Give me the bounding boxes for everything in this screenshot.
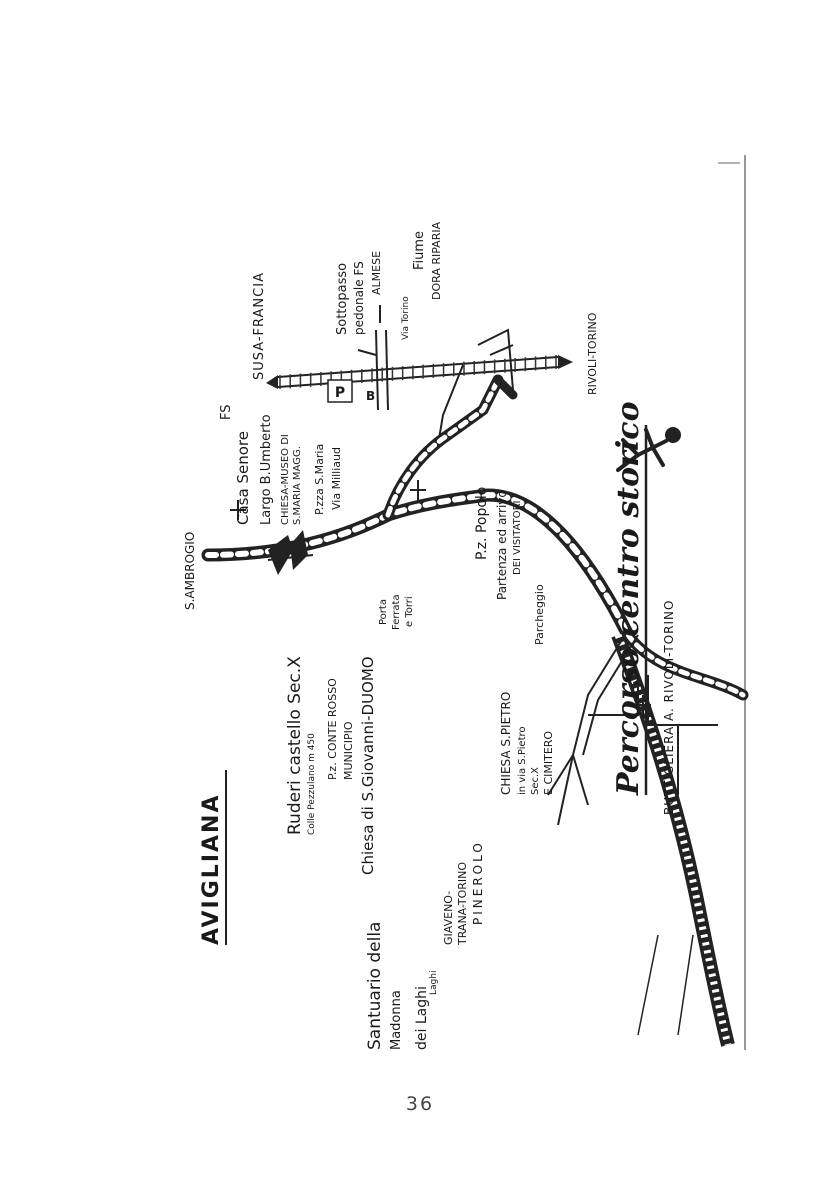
label-s-pietro-3: Sec.X bbox=[530, 766, 541, 795]
label-porta-3: e Torri bbox=[404, 596, 415, 627]
page-number: 36 bbox=[405, 1093, 435, 1115]
label-santuario-2: Madonna bbox=[389, 990, 404, 1050]
label-fiume-2: DORA RIPARIA bbox=[430, 221, 443, 300]
label-laghi-1: dei Laghi bbox=[414, 986, 430, 1050]
label-via-torino: Via Torino bbox=[401, 296, 411, 340]
label-chiesa-museo-2: S.MARIA MAGG. bbox=[292, 446, 303, 525]
railway-line bbox=[266, 355, 573, 389]
label-ruderi-2: Colle Pezzulano m 450 bbox=[307, 733, 317, 835]
label-s-ambrogio: S.AMBROGIO bbox=[183, 531, 197, 610]
label-pz-popolo: P.z. Popolo bbox=[474, 486, 490, 560]
label-laghi-2: Laghi bbox=[429, 970, 439, 995]
label-susa-francia: SUSA-FRANCIA bbox=[252, 272, 267, 380]
castle-ruins-drawing bbox=[268, 530, 313, 575]
label-sottopasso-2: pedonale FS bbox=[352, 261, 366, 335]
map-title: AVIGLIANA bbox=[199, 793, 224, 945]
parking-marker: P bbox=[334, 385, 346, 401]
label-fs: FS bbox=[219, 404, 234, 420]
label-conte-rosso-1: P.z. CONTE ROSSO bbox=[326, 678, 339, 780]
label-s-pietro-4: E CIMITERO bbox=[542, 730, 555, 795]
label-giaveno: GIAVENO- bbox=[442, 890, 455, 945]
label-porta-2: Ferrata bbox=[391, 594, 402, 630]
label-partenza-1: Partenza ed arrivo bbox=[495, 490, 509, 600]
label-parcheggio: Parcheggio bbox=[533, 584, 546, 645]
label-sottopasso-1: Sottopasso bbox=[335, 262, 350, 335]
label-porta-1: Porta bbox=[378, 599, 389, 625]
label-trana: TRANA-TORINO bbox=[456, 861, 469, 945]
label-s-pietro-2: in via S.Pietro bbox=[517, 726, 528, 795]
label-fiume-1: Fiume bbox=[412, 230, 427, 270]
label-via-milliaud: Via Milliaud bbox=[330, 447, 343, 510]
label-s-pietro-1: CHIESA S.PIETRO bbox=[499, 691, 513, 795]
label-chiesa-museo-1: CHIESA-MUSEO DI bbox=[280, 434, 291, 525]
label-largo-umberto: Largo B.Umberto bbox=[259, 414, 274, 525]
label-casa-senore: Casa Senore bbox=[234, 431, 252, 525]
route-title: Percorso centro storico bbox=[611, 401, 646, 795]
label-pza-s-maria: P.zza S.Maria bbox=[313, 443, 326, 515]
bus-marker: B bbox=[366, 389, 376, 403]
label-conte-rosso-2: MUNICIPIO bbox=[342, 721, 355, 780]
label-santuario-1: Santuario della bbox=[365, 921, 385, 1050]
label-author: BUTTIGLIERA A. RIVOLI-TORINO bbox=[662, 599, 676, 815]
label-ruderi-1: Ruderi castello Sec.X bbox=[285, 656, 305, 835]
label-pinerolo: PINEROLO bbox=[471, 840, 485, 925]
label-partenza-2: DEI VISITATORI bbox=[512, 500, 523, 575]
label-chiesa-duomo: Chiesa di S.Giovanni-DUOMO bbox=[359, 656, 377, 875]
label-almese: ALMESE bbox=[370, 250, 383, 295]
map-figure bbox=[118, 155, 750, 1055]
label-rivoli-torino-top: RIVOLI-TORINO bbox=[586, 312, 599, 395]
map-drawing bbox=[118, 155, 750, 1055]
